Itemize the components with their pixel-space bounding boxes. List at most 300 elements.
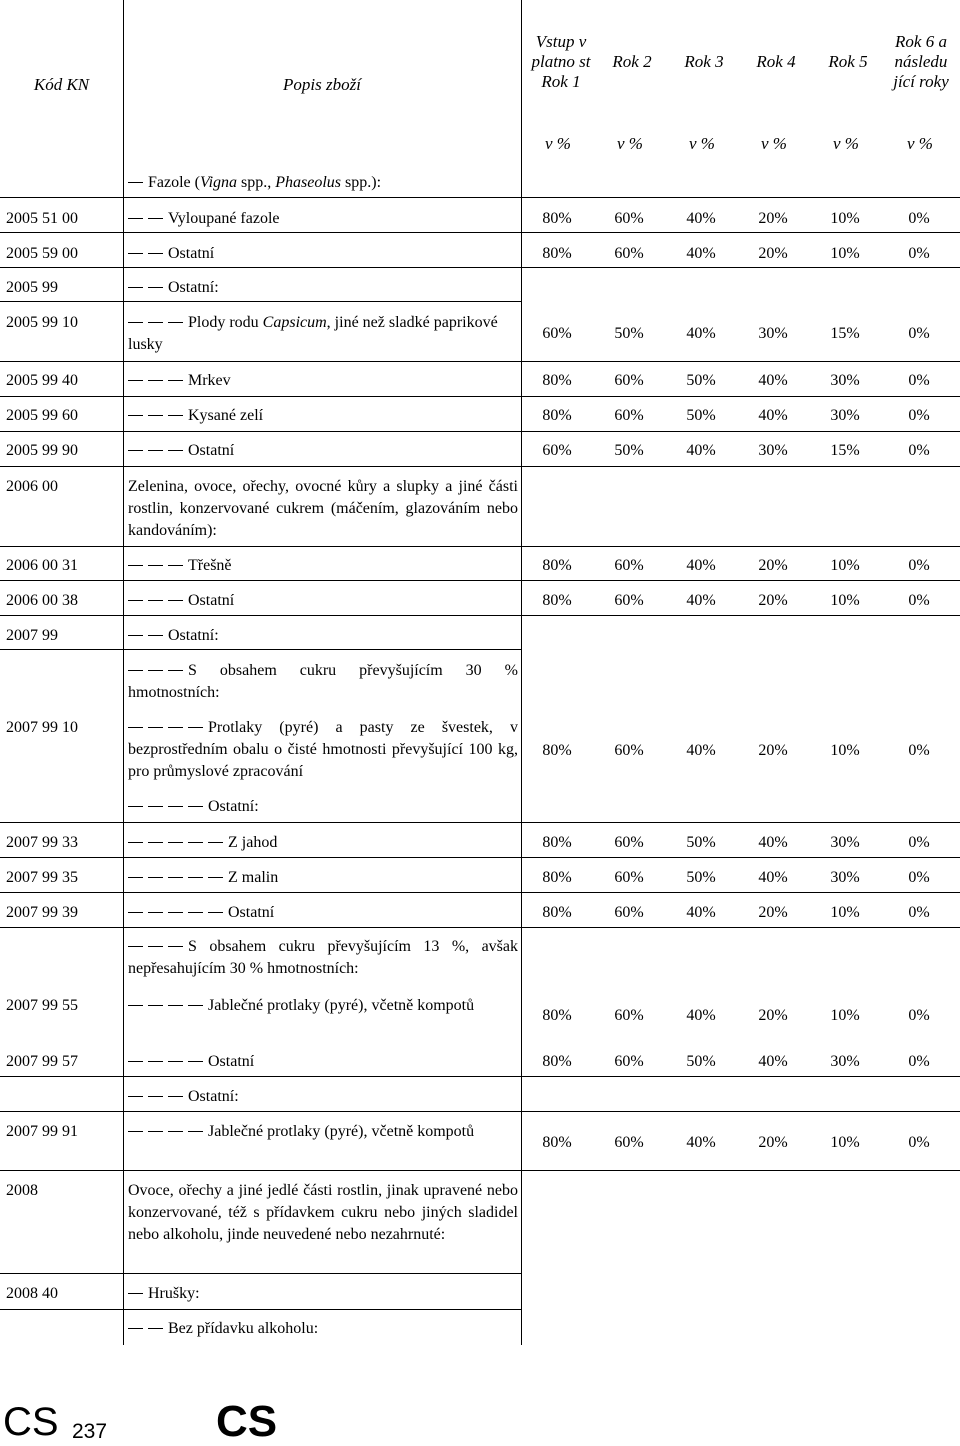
goods-description <box>128 796 518 818</box>
indent-dash <box>168 1005 183 1006</box>
kn-code: 2008 <box>6 1182 38 1199</box>
description-text: Ostatní <box>188 592 235 609</box>
table-row <box>0 1318 960 1340</box>
duty-rate-year-4: 20% <box>758 210 788 227</box>
duty-rate-year-5: 10% <box>830 742 860 759</box>
goods-description <box>128 312 518 356</box>
indent-dash <box>128 635 143 636</box>
table-row <box>0 277 960 299</box>
duty-rate-year-3: 40% <box>686 557 716 574</box>
header-year-2: Rok 2 <box>612 52 652 71</box>
row-divider <box>0 580 960 581</box>
duty-rate-year-4: 40% <box>758 1053 788 1070</box>
duty-rate-year-2: 60% <box>614 834 644 851</box>
row-divider <box>0 466 960 467</box>
duty-rate-year-2: 60% <box>614 245 644 262</box>
indent-dash <box>128 946 143 947</box>
duty-rate-year-1: 80% <box>542 742 572 759</box>
row-divider <box>0 197 960 198</box>
table-row <box>0 440 960 462</box>
indent-dash <box>188 912 203 913</box>
kn-code: 2007 99 91 <box>6 1123 78 1140</box>
description-text: Plody rodu Capsicum, jiné než sladké paprikové lusky <box>128 314 498 353</box>
row-divider <box>0 301 521 302</box>
duty-rate-year-3: 50% <box>686 1053 716 1070</box>
duty-rate-year-6: 0% <box>908 742 930 759</box>
description-text: Zelenina, ovoce, ořechy, ovocné kůry a slupky a jiné části rostlin, konzervované cukrem (máčením, glazováním nebo kandováním): <box>128 478 518 539</box>
indent-dash <box>128 600 143 601</box>
indent-dash <box>128 253 143 254</box>
duty-rate-year-6: 0% <box>908 869 930 886</box>
description-text: Ostatní <box>188 442 235 459</box>
indent-dash <box>128 842 143 843</box>
goods-description <box>128 902 518 924</box>
goods-description <box>128 476 518 542</box>
indent-dash <box>148 912 163 913</box>
duty-rate-year-6: 0% <box>908 557 930 574</box>
goods-description <box>128 172 518 194</box>
indent-dash <box>168 727 183 728</box>
description-text: Ostatní <box>168 245 215 262</box>
goods-description <box>128 440 518 462</box>
table-row <box>0 208 960 230</box>
duty-rate-year-2: 60% <box>614 372 644 389</box>
duty-rate-year-1: 80% <box>542 869 572 886</box>
indent-dash <box>148 842 163 843</box>
duty-rate-year-3: 40% <box>686 742 716 759</box>
duty-rate-year-5: 10% <box>830 592 860 609</box>
duty-rate-year-6: 0% <box>908 592 930 609</box>
row-divider <box>0 822 960 823</box>
duty-rate-year-1: 80% <box>542 834 572 851</box>
duty-rate-year-3: 50% <box>686 372 716 389</box>
duty-rate-year-5: 10% <box>830 557 860 574</box>
indent-dash <box>128 380 143 381</box>
indent-dash <box>188 806 203 807</box>
kn-code: 2007 99 57 <box>6 1053 78 1070</box>
duty-rate-year-6: 0% <box>908 325 930 342</box>
table-row <box>0 1121 960 1165</box>
header-year-6: Rok 6 a následu jící roky <box>893 32 949 91</box>
row-divider <box>0 1170 960 1171</box>
duty-rate-year-6: 0% <box>908 210 930 227</box>
duty-rate-year-2: 60% <box>614 407 644 424</box>
goods-description <box>128 1180 518 1246</box>
duty-rate-year-1: 80% <box>542 210 572 227</box>
kn-code: 2007 99 55 <box>6 997 78 1014</box>
duty-rate-year-1: 80% <box>542 592 572 609</box>
row-divider <box>0 649 521 650</box>
indent-dash <box>168 450 183 451</box>
duty-rate-year-6: 0% <box>908 834 930 851</box>
duty-rate-year-1: 80% <box>542 557 572 574</box>
goods-description <box>128 243 518 265</box>
table-row <box>0 405 960 427</box>
indent-dash <box>148 218 163 219</box>
duty-rate-year-4: 40% <box>758 372 788 389</box>
description-text: Ovoce, ořechy a jiné jedlé části rostlin, jinak upravené nebo konzervované, též s přídavkem cukru nebo jiných sladidel nebo alkoholu, jinde neuvedené nebo nezahrnuté: <box>128 1182 518 1243</box>
description-text: Jablečné protlaky (pyré), včetně kompotů <box>208 997 475 1014</box>
indent-dash <box>168 842 183 843</box>
indent-dash <box>148 415 163 416</box>
table-row <box>0 832 960 854</box>
header-year-1: Vstup v platno st Rok 1 <box>531 32 591 91</box>
duty-rate-year-4: 40% <box>758 834 788 851</box>
indent-dash <box>148 380 163 381</box>
indent-dash <box>148 670 163 671</box>
indent-dash <box>188 1005 203 1006</box>
indent-dash <box>128 670 143 671</box>
goods-description <box>128 370 518 392</box>
description-text: Bez přídavku alkoholu: <box>168 1320 319 1337</box>
kn-code: 2007 99 33 <box>6 834 78 851</box>
table-row <box>0 370 960 392</box>
kn-code: 2006 00 38 <box>6 592 78 609</box>
goods-description <box>128 1121 518 1143</box>
kn-code: 2007 99 35 <box>6 869 78 886</box>
indent-dash <box>128 287 143 288</box>
duty-rate-year-6: 0% <box>908 1007 930 1024</box>
table-row <box>0 312 960 358</box>
row-divider <box>0 361 960 362</box>
goods-description <box>128 660 518 704</box>
duty-rate-year-4: 40% <box>758 869 788 886</box>
kn-code: 2007 99 39 <box>6 904 78 921</box>
duty-rate-year-3: 40% <box>686 592 716 609</box>
goods-description <box>128 590 518 612</box>
indent-dash <box>168 322 183 323</box>
indent-dash <box>128 1293 143 1294</box>
goods-description <box>128 936 518 980</box>
duty-rate-year-1: 80% <box>542 1007 572 1024</box>
indent-dash <box>168 565 183 566</box>
table-row <box>0 243 960 265</box>
duty-rate-year-4: 20% <box>758 245 788 262</box>
indent-dash <box>128 218 143 219</box>
indent-dash <box>168 912 183 913</box>
row-divider <box>0 1111 960 1112</box>
duty-rate-year-3: 40% <box>686 325 716 342</box>
duty-rate-year-1: 80% <box>542 407 572 424</box>
duty-rate-year-4: 20% <box>758 557 788 574</box>
duty-rate-year-5: 30% <box>830 1053 860 1070</box>
duty-rate-year-5: 30% <box>830 372 860 389</box>
kn-code: 2005 99 <box>6 279 58 296</box>
table-row <box>0 717 960 783</box>
duty-rate-year-2: 60% <box>614 557 644 574</box>
table-row <box>0 172 960 194</box>
row-divider <box>0 1309 521 1310</box>
duty-rate-year-5: 15% <box>830 442 860 459</box>
row-divider <box>0 857 960 858</box>
duty-rate-year-2: 60% <box>614 592 644 609</box>
indent-dash <box>148 806 163 807</box>
duty-rate-year-4: 20% <box>758 1007 788 1024</box>
indent-dash <box>148 1096 163 1097</box>
duty-rate-year-5: 15% <box>830 325 860 342</box>
duty-rate-year-6: 0% <box>908 372 930 389</box>
description-text: Fazole (Vigna spp., Phaseolus spp.): <box>148 174 382 191</box>
kn-code: 2005 99 90 <box>6 442 78 459</box>
indent-dash <box>148 1061 163 1062</box>
unit-year-6: v % <box>907 134 933 153</box>
duty-rate-year-6: 0% <box>908 904 930 921</box>
duty-rate-year-3: 40% <box>686 442 716 459</box>
header-code: Kód KN <box>33 75 90 94</box>
description-text: S obsahem cukru převyšujícím 13 %, avšak nepřesahujícím 30 % hmotnostních: <box>128 938 518 977</box>
indent-dash <box>208 842 223 843</box>
duty-rate-year-5: 10% <box>830 210 860 227</box>
kn-code: 2007 99 <box>6 627 58 644</box>
description-text: Ostatní: <box>168 279 219 296</box>
duty-rate-year-5: 30% <box>830 869 860 886</box>
row-divider <box>0 431 960 432</box>
description-text: Ostatní: <box>208 798 259 815</box>
indent-dash <box>148 946 163 947</box>
indent-dash <box>188 877 203 878</box>
duty-rate-year-2: 60% <box>614 869 644 886</box>
indent-dash <box>168 600 183 601</box>
duty-rate-year-3: 40% <box>686 1134 716 1151</box>
row-divider <box>0 615 960 616</box>
row-divider <box>0 546 960 547</box>
description-text: Ostatní <box>208 1053 255 1070</box>
indent-dash <box>168 380 183 381</box>
duty-rate-year-2: 50% <box>614 325 644 342</box>
row-divider <box>0 892 960 893</box>
duty-rate-year-3: 50% <box>686 834 716 851</box>
indent-dash <box>188 1061 203 1062</box>
indent-dash <box>128 415 143 416</box>
indent-dash <box>128 1061 143 1062</box>
duty-rate-year-3: 40% <box>686 210 716 227</box>
indent-dash <box>148 287 163 288</box>
row-divider <box>0 232 960 233</box>
indent-dash <box>148 600 163 601</box>
table-row <box>0 555 960 577</box>
duty-rate-year-6: 0% <box>908 407 930 424</box>
goods-description <box>128 717 518 783</box>
duty-rate-year-5: 10% <box>830 245 860 262</box>
unit-year-5: v % <box>833 134 859 153</box>
indent-dash <box>148 253 163 254</box>
duty-rate-year-1: 80% <box>542 245 572 262</box>
duty-rate-year-1: 60% <box>542 325 572 342</box>
indent-dash <box>128 565 143 566</box>
duty-rate-year-2: 60% <box>614 210 644 227</box>
duty-rate-year-1: 80% <box>542 1134 572 1151</box>
indent-dash <box>208 912 223 913</box>
indent-dash <box>128 182 143 183</box>
indent-dash <box>148 565 163 566</box>
indent-dash <box>148 635 163 636</box>
description-text: Z jahod <box>228 834 278 851</box>
goods-description <box>128 1283 518 1305</box>
description-text: Jablečné protlaky (pyré), včetně kompotů <box>208 1123 475 1140</box>
table-row <box>0 1283 960 1305</box>
duty-rate-year-4: 20% <box>758 592 788 609</box>
goods-description <box>128 867 518 889</box>
indent-dash <box>188 842 203 843</box>
indent-dash <box>148 727 163 728</box>
indent-dash <box>128 1131 143 1132</box>
table-row <box>0 1051 960 1073</box>
row-divider <box>0 396 960 397</box>
indent-dash <box>168 1061 183 1062</box>
kn-code: 2005 59 00 <box>6 245 78 262</box>
indent-dash <box>168 877 183 878</box>
duty-rate-year-3: 40% <box>686 904 716 921</box>
duty-rate-year-2: 60% <box>614 1134 644 1151</box>
indent-dash <box>128 877 143 878</box>
indent-dash <box>148 322 163 323</box>
duty-rate-year-4: 30% <box>758 325 788 342</box>
table-row <box>0 625 960 647</box>
duty-rate-year-4: 40% <box>758 407 788 424</box>
description-text: Kysané zelí <box>188 407 264 424</box>
unit-year-4: v % <box>761 134 787 153</box>
duty-rate-year-5: 10% <box>830 904 860 921</box>
goods-description <box>128 832 518 854</box>
kn-code: 2008 40 <box>6 1285 58 1302</box>
header-description: Popis zboží <box>283 75 361 94</box>
goods-description <box>128 1051 518 1073</box>
kn-code: 2006 00 31 <box>6 557 78 574</box>
goods-description <box>128 1318 518 1340</box>
duty-rate-year-5: 30% <box>830 834 860 851</box>
indent-dash <box>168 1131 183 1132</box>
table-row <box>0 936 960 980</box>
kn-code: 2005 99 40 <box>6 372 78 389</box>
description-text: Ostatní: <box>168 627 219 644</box>
table-row <box>0 902 960 924</box>
duty-rate-year-6: 0% <box>908 245 930 262</box>
indent-dash <box>168 1096 183 1097</box>
indent-dash <box>188 1131 203 1132</box>
duty-rate-year-4: 20% <box>758 742 788 759</box>
page-number: 237 <box>72 1420 108 1443</box>
indent-dash <box>128 1005 143 1006</box>
table-row <box>0 995 960 1039</box>
unit-year-3: v % <box>689 134 715 153</box>
kn-code: 2007 99 10 <box>6 719 78 736</box>
indent-dash <box>128 1096 143 1097</box>
duty-rate-year-6: 0% <box>908 442 930 459</box>
kn-code: 2006 00 <box>6 478 58 495</box>
description-text: S obsahem cukru převyšujícím 30 % hmotnostních: <box>128 662 518 701</box>
duty-rate-year-1: 80% <box>542 372 572 389</box>
indent-dash <box>148 450 163 451</box>
unit-year-1: v % <box>545 134 571 153</box>
description-text: Třešně <box>188 557 232 574</box>
duty-rate-year-2: 60% <box>614 1007 644 1024</box>
row-divider <box>0 1273 521 1274</box>
kn-code: 2005 99 60 <box>6 407 78 424</box>
table-row <box>0 1086 960 1108</box>
kn-code: 2005 99 10 <box>6 314 78 331</box>
duty-rate-year-5: 10% <box>830 1007 860 1024</box>
duty-rate-year-3: 50% <box>686 869 716 886</box>
duty-rate-year-2: 50% <box>614 442 644 459</box>
duty-rate-year-3: 50% <box>686 407 716 424</box>
duty-rate-year-2: 60% <box>614 904 644 921</box>
duty-rate-year-1: 80% <box>542 1053 572 1070</box>
indent-dash <box>188 727 203 728</box>
indent-dash <box>168 806 183 807</box>
description-text: Vyloupané fazole <box>168 210 280 227</box>
indent-dash <box>128 912 143 913</box>
language-code-bold: CS <box>216 1397 278 1446</box>
duty-rate-year-5: 30% <box>830 407 860 424</box>
goods-description <box>128 995 518 1017</box>
duty-rate-year-4: 30% <box>758 442 788 459</box>
description-text: Protlaky (pyré) a pasty ze švestek, v bezprostředním obalu o čisté hmotnosti převyšující 100 kg, pro průmyslové zpracování <box>128 719 518 780</box>
row-divider <box>0 267 960 268</box>
indent-dash <box>148 1131 163 1132</box>
duty-rate-year-3: 40% <box>686 1007 716 1024</box>
indent-dash <box>128 450 143 451</box>
goods-description <box>128 277 518 299</box>
duty-rate-year-6: 0% <box>908 1053 930 1070</box>
indent-dash <box>168 415 183 416</box>
header-year-3: Rok 3 <box>684 52 724 71</box>
duty-rate-year-2: 60% <box>614 1053 644 1070</box>
indent-dash <box>128 806 143 807</box>
row-divider <box>0 1076 960 1077</box>
description-text: Z malin <box>228 869 279 886</box>
duty-rate-year-2: 60% <box>614 742 644 759</box>
table-row <box>0 796 960 818</box>
indent-dash <box>128 1328 143 1329</box>
table-row <box>0 660 960 704</box>
header-year-4: Rok 4 <box>756 52 796 71</box>
description-text: Mrkev <box>188 372 231 389</box>
description-text: Ostatní: <box>188 1088 239 1105</box>
indent-dash <box>208 877 223 878</box>
goods-description <box>128 625 518 647</box>
indent-dash <box>148 877 163 878</box>
table-row <box>0 590 960 612</box>
goods-description <box>128 555 518 577</box>
kn-code: 2005 51 00 <box>6 210 78 227</box>
goods-description <box>128 405 518 427</box>
unit-year-2: v % <box>617 134 643 153</box>
language-code: CS <box>3 1400 59 1444</box>
duty-rate-year-1: 60% <box>542 442 572 459</box>
table-row <box>0 1180 960 1268</box>
duty-rate-year-4: 20% <box>758 904 788 921</box>
goods-description <box>128 1086 518 1108</box>
row-divider <box>0 927 960 928</box>
indent-dash <box>148 1005 163 1006</box>
indent-dash <box>148 1328 163 1329</box>
duty-rate-year-1: 80% <box>542 904 572 921</box>
description-text: Ostatní <box>228 904 275 921</box>
duty-rate-year-6: 0% <box>908 1134 930 1151</box>
duty-rate-year-5: 10% <box>830 1134 860 1151</box>
indent-dash <box>168 946 183 947</box>
indent-dash <box>128 727 143 728</box>
table-row <box>0 476 960 542</box>
goods-description <box>128 208 518 230</box>
duty-rate-year-3: 40% <box>686 245 716 262</box>
header-year-5: Rok 5 <box>828 52 868 71</box>
table-row <box>0 867 960 889</box>
indent-dash <box>168 670 183 671</box>
description-text: Hrušky: <box>148 1285 200 1302</box>
indent-dash <box>128 322 143 323</box>
duty-rate-year-4: 20% <box>758 1134 788 1151</box>
